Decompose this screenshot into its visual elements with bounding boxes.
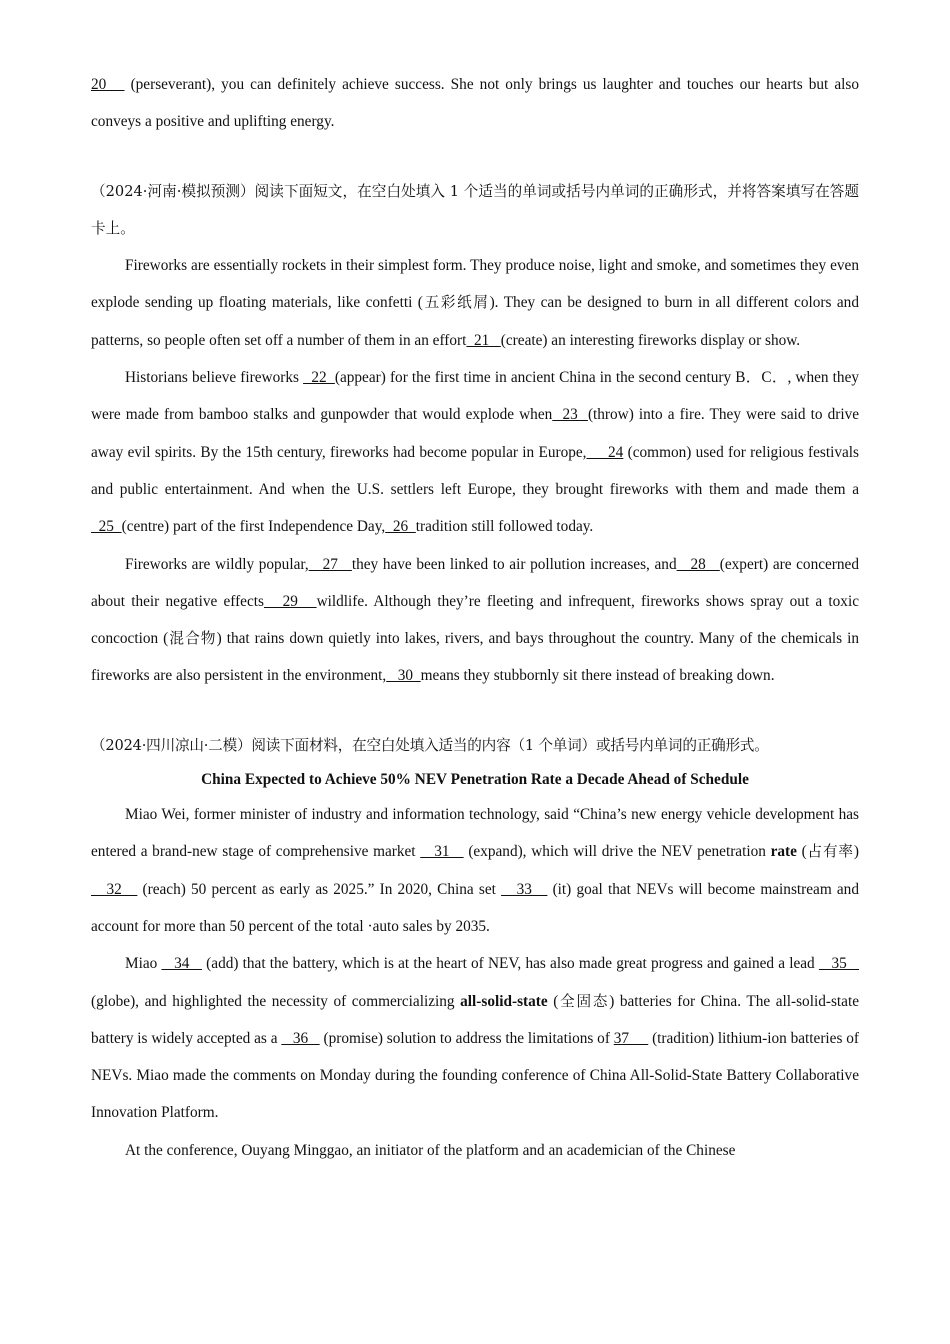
blank-36[interactable]: 36 [281,1029,320,1047]
section-header-sichuan: （2024·四川凉山·二模）阅读下面材料，在空白处填入适当的内容（1 个单词）或括号内单词的正确形式。 [91,736,769,754]
paragraph-fireworks-1 [91,247,859,359]
text: (reach) 50 percent as early as 2025.” In 2020, China set [137,880,502,898]
blank-26[interactable]: 26 [385,518,416,536]
bold-term: all-solid-state [460,992,548,1010]
text: (expand), which will drive the NEV penetration [463,843,771,861]
paragraph-nev-3 [91,1132,859,1169]
text: (it) goal that NEVs will become mainstream and account for more than 50 percent of the total ·auto sales by 2035. [91,880,859,935]
blank-20[interactable]: 20 [91,76,125,93]
text: ) that rains down quietly into lakes, rivers, and bays throughout the country. Many of the chemicals in fireworks are also persistent in the environment, [91,630,860,685]
text: wildlife. Although they’re fleeting and infrequent, fireworks shows spray out a toxic concoction ( [91,592,859,648]
text: Miao [125,955,162,973]
spacer [91,695,859,727]
text: ( [547,992,559,1010]
blank-22[interactable]: 22 [303,369,335,387]
text: (add) that the battery, which is at the heart of NEV, has also made great progress and gained a lead [201,955,819,973]
blank-23[interactable]: 23 [552,406,588,424]
blank-28[interactable]: 28 [676,555,720,573]
paragraph-continued [91,66,859,141]
text: ( [796,843,807,861]
blank-30[interactable]: 30 [386,667,421,685]
text: (globe), and highlighted the necessity of commercializing [91,992,461,1010]
blank-33[interactable]: 33 [501,880,548,898]
text: ) batteries for China. The all-solid-state battery is widely accepted as a [91,992,859,1047]
chinese-gloss: 全固态 [558,992,610,1010]
text: tradition still followed today. [415,518,594,536]
text: (throw) into a fire. They were said to drive away evil spirits. By the 15th century, fireworks had become popular in Europe, [91,406,860,461]
text: Fireworks are essentially rockets in their simplest form. They produce noise, light and smoke, and sometimes they even explode sending up floating materials, like confetti ( [91,257,859,312]
text: (common) used for religious festivals and public entertainment. And when the U.S. settlers left Europe, they brought fireworks with them and made them a [91,443,859,498]
paragraph-fireworks-3 [91,546,859,695]
text: At the conference, Ouyang Minggao, an initiator of the platform and an academician of the Chinese [125,1141,736,1159]
chinese-gloss: 占有率 [806,843,854,861]
section-header-henan: （2024·河南·模拟预测）阅读下面短文，在空白处填入 1 个适当的单词或括号内单词的正确形式，并将答案填写在答题卡上。 [91,182,859,237]
blank-29[interactable]: 29 [263,592,317,610]
blank-37[interactable]: 37 [613,1029,649,1047]
text: means they stubbornly sit there instead of breaking down. [420,667,775,685]
chinese-gloss: 五彩纸屑 [422,294,490,312]
text: Fireworks are wildly popular, [125,555,309,573]
paragraph-nev-2 [91,945,859,1131]
blank-31[interactable]: 31 [420,843,464,861]
blank-21[interactable]: 21 [466,331,501,349]
text: (centre) part of the first Independence Day, [121,518,386,536]
text: (create) an interesting fireworks display or show. [500,331,801,349]
text: (appear) for the first time in ancient China in the second century B．C．, when they were made from bamboo stalks and gunpowder that would explode when [91,369,860,424]
spacer [91,141,859,173]
blank-25[interactable]: 25 [91,518,122,536]
blank-34[interactable]: 34 [161,955,202,973]
text: (promise) solution to address the limitations of [319,1029,614,1047]
document-page [91,66,859,1169]
bold-term: rate [770,843,797,861]
article-title: China Expected to Achieve 50% NEV Penetration Rate a Decade Ahead of Schedule [201,771,749,789]
blank-32[interactable]: 32 [91,880,138,898]
text: (tradition) lithium-ion batteries of NEVs. Miao made the comments on Monday during the founding conference of China All-Solid-State Battery Collaborative Innovation Platform. [91,1029,859,1122]
text: (expert) are concerned about their negative effects [91,555,859,610]
blank-27[interactable]: 27 [308,555,352,573]
text: ). They can be designed to burn in all different colors and patterns, so people often set off a number of them in an effort [91,294,859,349]
text: they have been linked to air pollution increases, and [351,555,677,573]
chinese-gloss: 混合物 [168,630,217,648]
blank-24[interactable]: 24 [586,443,624,461]
text: Miao Wei, former minister of industry and information technology, said “China’s new energy vehicle development has entered a brand-new stage of comprehensive market [91,806,859,861]
text: ) [853,843,859,861]
text: Historians believe fireworks [125,369,304,387]
blank-35[interactable]: 35 [818,955,860,973]
text: (perseverant), you can definitely achieve success. She not only brings us laughter and touches our hearts but also conveys a positive and uplifting energy. [91,76,859,131]
paragraph-nev-1 [91,796,859,945]
paragraph-fireworks-2 [91,359,859,545]
